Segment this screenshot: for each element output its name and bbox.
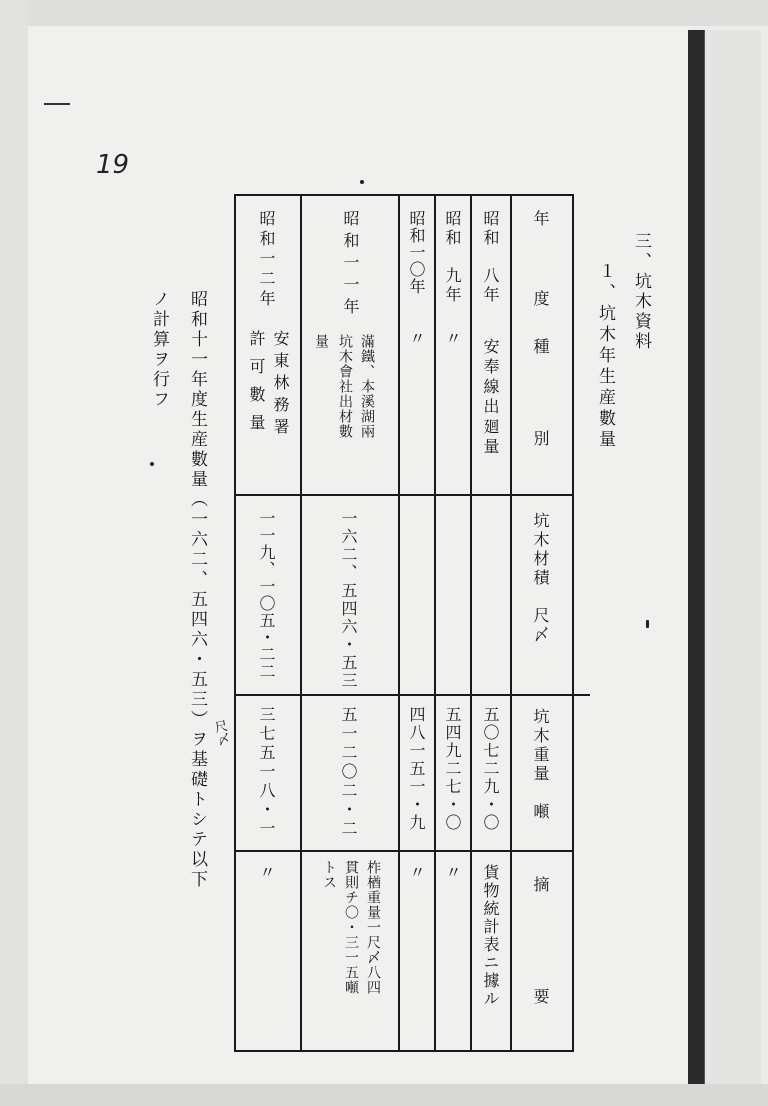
row-year: 昭和 八年 bbox=[481, 210, 500, 305]
footnote-unit: 尺〆 bbox=[210, 718, 231, 748]
row-weight: 五一二〇二・二 bbox=[339, 706, 358, 839]
row-weight: 三七五一八・一 bbox=[257, 706, 276, 839]
adjacent-page bbox=[704, 30, 761, 1084]
row-type: 〃 bbox=[407, 330, 426, 347]
row-year: 昭和 九年 bbox=[443, 210, 462, 305]
col-rule-right bbox=[572, 194, 574, 1052]
col-rule-4 bbox=[470, 194, 472, 1052]
header-remarks: 摘 要 bbox=[531, 876, 550, 1044]
header-weight: 坑木重量 噸 bbox=[531, 708, 550, 822]
row-remarks-line: 貫則チ〇・三一五噸 bbox=[343, 860, 359, 995]
ink-speck bbox=[360, 180, 364, 184]
col-rule-1 bbox=[300, 194, 302, 1052]
row-weight: 四八一五一・九 bbox=[407, 706, 426, 832]
table-top-rule bbox=[234, 194, 574, 196]
row-volume: 一一九、一〇五・二二 bbox=[257, 510, 276, 680]
ink-speck bbox=[150, 462, 154, 466]
col-rule-5 bbox=[510, 194, 512, 1052]
table-bottom-rule bbox=[234, 1050, 574, 1052]
col-rule-left bbox=[234, 194, 236, 1052]
row-type-line: 許可數量 bbox=[247, 330, 266, 442]
row-type-line: 坑木會社出材數 bbox=[337, 334, 353, 439]
sub-title: １、坑木年生産數量 bbox=[595, 262, 615, 451]
table-rule-2 bbox=[234, 694, 590, 696]
scan-bottom-edge bbox=[0, 1084, 768, 1106]
header-type: 種 別 bbox=[531, 338, 550, 476]
row-year: 昭和一一年 bbox=[341, 210, 360, 320]
scan-top-edge bbox=[0, 0, 768, 26]
margin-mark bbox=[44, 103, 70, 105]
row-year: 昭和一二年 bbox=[257, 210, 276, 310]
row-remarks: 〃 bbox=[407, 864, 426, 881]
row-volume: 一六二、五四六・五三 bbox=[339, 510, 358, 690]
row-type-line: 安東林務署 bbox=[271, 330, 290, 440]
scan-left-edge bbox=[0, 0, 28, 1106]
row-remarks: 〃 bbox=[257, 864, 276, 881]
row-type-line: 滿鐵、本溪湖兩 bbox=[359, 334, 375, 439]
row-type: 安奉線出廻量 bbox=[481, 338, 500, 458]
footnote-line: ノ計算ヲ行フ bbox=[149, 290, 169, 410]
header-year: 年 度 bbox=[531, 210, 550, 330]
col-rule-3 bbox=[434, 194, 436, 1052]
row-remarks-line: トス bbox=[321, 860, 337, 890]
row-type-line: 量 bbox=[313, 334, 329, 349]
table-rule-3 bbox=[234, 850, 574, 852]
row-year: 昭和一〇年 bbox=[407, 210, 426, 295]
row-type: 〃 bbox=[443, 330, 462, 347]
table-rule-1 bbox=[234, 494, 574, 496]
row-weight: 五四九二七・〇 bbox=[443, 706, 462, 832]
row-remarks-line: 柞楢重量一尺〆八四 bbox=[365, 860, 381, 995]
col-rule-2 bbox=[398, 194, 400, 1052]
footnote-line: 昭和十一年度生産數量（一六二、五四六・五三）ヲ基礎トシテ以下 bbox=[187, 290, 207, 890]
document-page bbox=[28, 26, 690, 1084]
page-binding bbox=[688, 30, 704, 1084]
row-remarks: 〃 bbox=[443, 864, 462, 881]
section-title: 三、坑木資料 bbox=[631, 232, 651, 352]
header-volume: 坑木材積 尺〆 bbox=[531, 512, 550, 645]
row-remarks: 貨物統計表ニ據ル bbox=[481, 864, 500, 1008]
ink-speck bbox=[646, 620, 649, 628]
row-weight: 五〇七二九・〇 bbox=[481, 706, 500, 832]
page-number: 19 bbox=[96, 150, 130, 180]
